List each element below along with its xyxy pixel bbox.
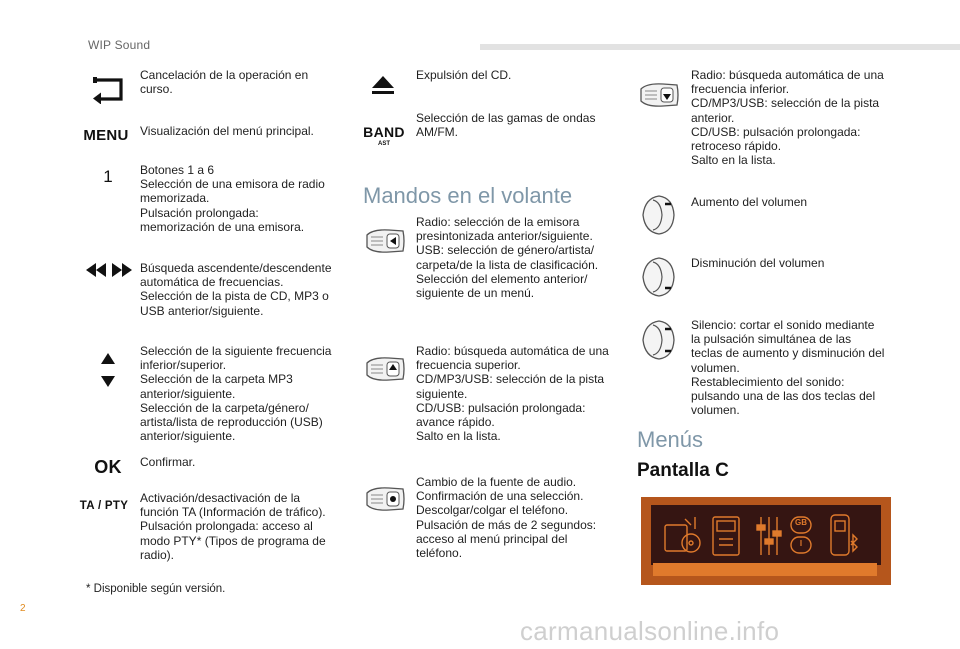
- volume-down-control-icon: [638, 255, 678, 299]
- screen-c-display: [641, 497, 891, 585]
- running-header: WIP Sound: [88, 38, 151, 52]
- band-button-icon: BAND: [363, 124, 405, 140]
- steering-control-down-icon: [636, 80, 682, 110]
- entry-wheel-scroll-text: Radio: selección de la emisora presintonizada anterior/siguiente. USB: selección de género/artista/ carpeta/de la lista de clasificación. Selección del elemento anterior/ siguiente de un menú.: [416, 215, 599, 301]
- steering-control-end-icon: [362, 484, 408, 514]
- footnote: * Disponible según versión.: [86, 583, 226, 595]
- telephone-bluetooth-icon: [831, 515, 857, 555]
- preset-1-icon: 1: [103, 167, 113, 186]
- entry-volume-down-text: Disminución del volumen: [691, 256, 825, 270]
- steering-controls-heading: Mandos en el volante: [363, 183, 573, 208]
- header-rule: [480, 44, 960, 50]
- entry-seek-text: Búsqueda ascendente/descendente automática de frecuencias. Selección de la pista de CD, MP3 o USB anterior/siguiente.: [140, 261, 332, 318]
- page-number: 2: [20, 603, 26, 614]
- equalizer-icon: [757, 517, 781, 555]
- screen-c-heading: Pantalla C: [637, 460, 729, 481]
- eject-icon: [370, 74, 396, 96]
- entry-wheel-end-text: Cambio de la fuente de audio. Confirmación de una selección. Descolgar/colgar el teléfono. Pulsación de más de 2 segundos: acceso al menú principal del teléfono.: [416, 475, 597, 561]
- entry-ok-text: Confirmar.: [140, 455, 196, 469]
- entry-band-text: Selección de las gamas de ondas AM/FM.: [416, 111, 596, 140]
- entry-presets-text: Botones 1 a 6 Selección de una emisora de radio memorizada. Pulsación prolongada: memorización de una emisora.: [140, 163, 325, 234]
- screen-selection-bar: [653, 563, 877, 576]
- screen-i-label: I: [799, 539, 803, 548]
- screen-gb-label: GB: [795, 518, 807, 527]
- seek-arrows-icon: [84, 260, 134, 280]
- entry-mute-text: Silencio: cortar el sonido mediante la pulsación simultánea de las teclas de aumento y disminución del volumen. Restablecimiento del sonido: pulsando una de las dos teclas del volumen.: [691, 318, 885, 418]
- entry-menu-text: Visualización del menú principal.: [140, 124, 314, 138]
- entry-eject-text: Expulsión del CD.: [416, 68, 512, 82]
- mute-control-icon: [638, 318, 678, 362]
- entry-cancel-text: Cancelación de la operación en curso.: [140, 68, 309, 97]
- media-icon: [665, 517, 700, 552]
- entry-updown-text: Selección de la siguiente frecuencia inferior/superior. Selección de la carpeta MP3 anterior/siguiente. Selección de la carpeta/género/ artista/lista de reproducción (USB) anterior/siguiente.: [140, 344, 332, 444]
- up-down-arrows-icon: [98, 350, 118, 390]
- ta-pty-button-icon: TA / PTY: [79, 500, 129, 512]
- entry-tapty-text: Activación/desactivación de la función TA (Información de tráfico). Pulsación prolongada: acceso al modo PTY* (Tipos de programa de radio).: [140, 491, 326, 562]
- entry-volume-up-text: Aumento del volumen: [691, 195, 808, 209]
- volume-up-control-icon: [638, 193, 678, 237]
- entry-wheel-down-text: Radio: búsqueda automática de una frecuencia inferior. CD/MP3/USB: selección de la pista anterior. CD/USB: pulsación prolongada: retroceso rápido. Salto en la lista.: [691, 68, 884, 168]
- return-arrow-icon: [86, 72, 128, 106]
- menu-button-icon: MENU: [83, 126, 129, 144]
- watermark: carmanualsonline.info: [520, 616, 780, 646]
- steering-control-scroll-icon: [362, 226, 408, 256]
- entry-wheel-up-text: Radio: búsqueda automática de una frecuencia superior. CD/MP3/USB: selección de la pista siguiente. CD/USB: pulsación prolongada: avance rápido. Salto en la lista.: [416, 344, 609, 444]
- steering-control-up-icon: [362, 354, 408, 384]
- ok-button-icon: OK: [94, 456, 122, 477]
- menus-heading: Menús: [637, 427, 704, 452]
- radio-cassette-icon: [713, 517, 739, 555]
- screen-c-menu-area: [651, 505, 881, 565]
- band-ast-label: AST: [378, 141, 390, 147]
